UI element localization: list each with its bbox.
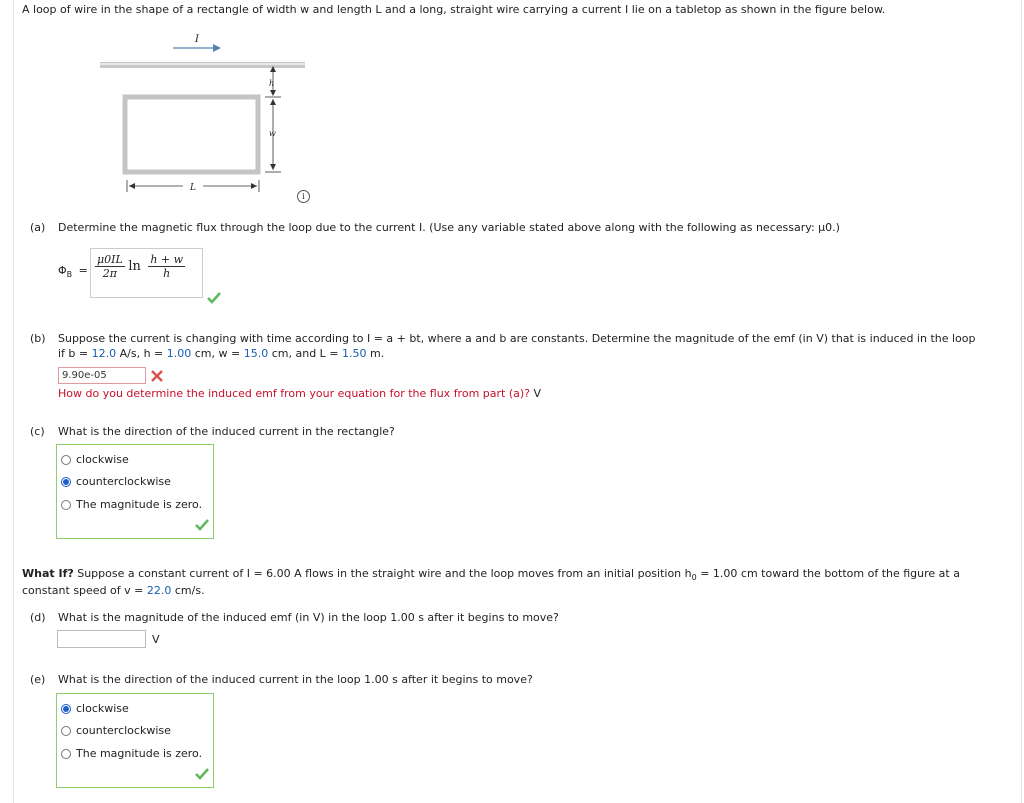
- current-arrowhead: [213, 44, 221, 52]
- radio-selected-icon[interactable]: [61, 477, 71, 487]
- part-e-option-counterclockwise[interactable]: counterclockwise: [61, 724, 171, 737]
- L-label: L: [190, 183, 196, 193]
- part-a-letter: (a): [30, 221, 46, 234]
- part-c-correct-check-icon: [195, 519, 209, 531]
- what-if-line1: What If? Suppose a constant current of I = 6.00 A flows in the straight wire and the loop moves from an initial position $h_0 = 1.00$ cm toward the bottom of the figure at a: [22, 567, 960, 582]
- radio-icon[interactable]: [61, 749, 71, 759]
- current-label: I: [195, 34, 199, 45]
- wire-loop-figure: [95, 30, 335, 200]
- coef-denominator: 2π: [102, 267, 118, 280]
- part-b-letter: (b): [30, 332, 46, 345]
- part-e-correct-check-icon: [195, 768, 209, 780]
- part-c-option-counterclockwise[interactable]: counterclockwise: [61, 475, 171, 488]
- coef-numerator: μ0IL: [97, 253, 123, 266]
- part-e-letter: (e): [30, 673, 46, 686]
- flux-answer-box[interactable]: [90, 248, 203, 298]
- part-b-answer-input[interactable]: 9.90e-05: [58, 367, 146, 384]
- part-d-unit: V: [152, 633, 160, 646]
- part-d-question: What is the magnitude of the induced emf (in V) in the loop 1.00 s after it begins to move?: [58, 611, 559, 624]
- part-c-choices: [56, 444, 214, 539]
- part-a-question: Determine the magnetic flux through the loop due to the current I. (Use any variable stated above along with the following as necessary: μ0.): [58, 221, 840, 234]
- part-d-letter: (d): [30, 611, 46, 624]
- part-a-correct-check-icon: [207, 292, 221, 304]
- part-c-question: What is the direction of the induced current in the rectangle?: [58, 425, 395, 438]
- radio-icon[interactable]: [61, 455, 71, 465]
- radio-icon[interactable]: [61, 500, 71, 510]
- part-d-answer-input[interactable]: [57, 630, 146, 648]
- part-c-letter: (c): [30, 425, 45, 438]
- w-label: w: [269, 129, 276, 138]
- h-label: h: [269, 79, 275, 88]
- part-c-option-zero[interactable]: The magnitude is zero.: [61, 498, 202, 511]
- ln-label: ln: [128, 259, 141, 274]
- info-icon[interactable]: i: [297, 190, 310, 203]
- part-e-choices: [56, 693, 214, 788]
- arg-denominator: h: [163, 267, 171, 280]
- part-b-question-line1: Suppose the current is changing with time according to I = a + bt, where a and b are constants. Determine the magnitude of the emf (in V) that is induced in the loop: [58, 332, 976, 345]
- part-b-feedback: How do you determine the induced emf from your equation for the flux from part (a)? V: [58, 387, 542, 400]
- rectangle-loop: [125, 97, 258, 172]
- what-if-line2: constant speed of v = 22.0 cm/s.: [22, 584, 205, 597]
- part-e-question: What is the direction of the induced current in the loop 1.00 s after it begins to move?: [58, 673, 533, 686]
- arg-numerator: h + w: [150, 253, 184, 266]
- part-e-option-clockwise[interactable]: clockwise: [61, 702, 129, 715]
- intro-text: A loop of wire in the shape of a rectangle of width w and length L and a long, straight wire carrying a current I lie on a tabletop as shown in the figure below.: [22, 3, 886, 16]
- flux-lhs: $\Phi_B$ =: [58, 264, 88, 279]
- part-b-question-line2: if b = 12.0 A/s, h = 1.00 cm, w = 15.0 cm, and L = 1.50 m.: [58, 347, 385, 360]
- radio-icon[interactable]: [61, 726, 71, 736]
- part-e-option-zero[interactable]: The magnitude is zero.: [61, 747, 202, 760]
- part-b-incorrect-x-icon: [150, 370, 164, 382]
- radio-selected-icon[interactable]: [61, 704, 71, 714]
- part-c-option-clockwise[interactable]: clockwise: [61, 453, 129, 466]
